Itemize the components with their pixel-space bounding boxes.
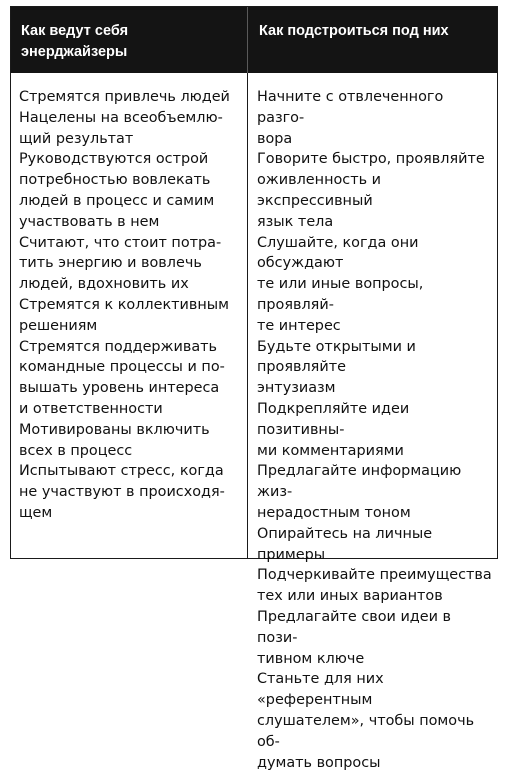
right-item: Опирайтесь на личные примеры (257, 525, 433, 563)
left-item: Стремятся привлечь людей (19, 89, 230, 105)
header-left: Как ведут себя энерджайзеры (21, 23, 129, 60)
table-header (11, 7, 497, 73)
header-divider (247, 7, 248, 73)
left-item: Мотивированы включить всех в процесс (19, 421, 210, 459)
right-item: Будьте открытыми и проявляйте энтузиазм (257, 338, 416, 397)
right-item: Станьте для них «референтным слушателем», чтобы помочь об- думать вопросы (257, 671, 475, 771)
left-item: Руководствуются острой потребностью вовлекать людей в процесс и самим участвовать в нем (19, 151, 215, 230)
right-item: Предлагайте свои идеи в пози- тивном ключе (257, 608, 452, 667)
left-item: Стремятся поддерживать командные процессы и по- вышать уровень интереса и ответственности (19, 338, 225, 417)
left-item: Нацелены на всеобъемлю- щий результат (19, 109, 223, 147)
header-right: Как подстроиться под них (259, 23, 449, 39)
left-column (19, 87, 243, 524)
left-item: Испытывают стресс, когда не участвуют в происходя- щем (19, 463, 225, 521)
right-item: Начните с отвлеченного разго- вора (257, 89, 444, 147)
right-item: Подчеркивайте преимущества тех или иных вариантов (257, 567, 492, 605)
comparison-table (10, 6, 498, 771)
right-column (257, 87, 493, 773)
right-item: Подкрепляйте идеи позитивны- ми комментариями (257, 400, 410, 459)
left-item: Считают, что стоит потра- тить энергию и вовлечь людей, вдохновить их (19, 234, 222, 293)
left-item: Стремятся к коллективным решениям (19, 296, 230, 334)
right-item: Говорите быстро, проявляйте оживленность и экспрессивный язык тела (257, 151, 485, 230)
right-item: Слушайте, когда они обсуждают те или иные вопросы, проявляй- те интерес (257, 234, 424, 334)
column-divider (247, 7, 248, 558)
right-item: Предлагайте информацию жиз- нерадостным тоном (257, 463, 462, 521)
